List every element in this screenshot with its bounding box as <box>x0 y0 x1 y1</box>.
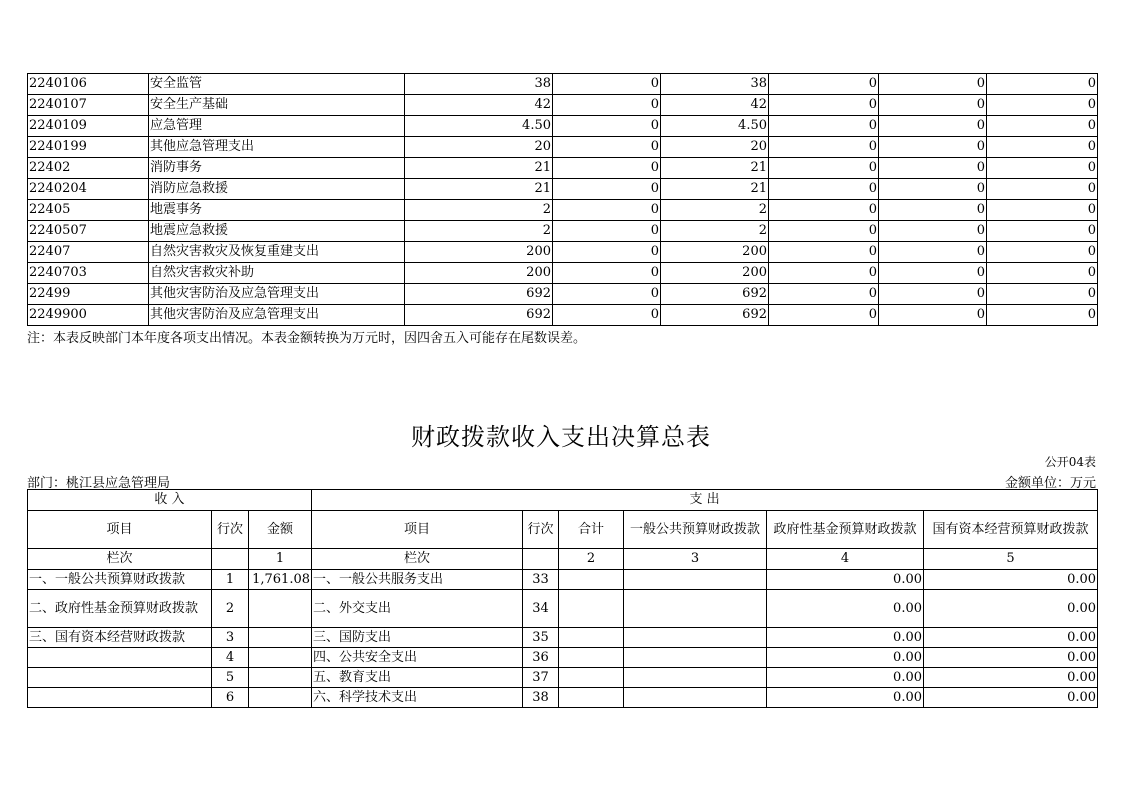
value-col5: 0 <box>879 242 987 263</box>
subject-name: 其他灾害防治及应急管理支出 <box>149 284 405 305</box>
subject-name: 消防应急救援 <box>149 179 405 200</box>
value-col6: 0 <box>987 137 1098 158</box>
col-number-1: 1 <box>249 549 312 570</box>
value-col4: 0 <box>769 305 879 326</box>
project-value: 21 <box>661 179 769 200</box>
subject-name: 其他应急管理支出 <box>149 137 405 158</box>
basic-value: 0 <box>553 305 661 326</box>
state-amount: 0.00 <box>924 628 1098 648</box>
total-value: 21 <box>405 158 553 179</box>
page-title: 财政拨款收入支出决算总表 <box>411 423 711 451</box>
table-row <box>28 179 1098 200</box>
value-col4: 0 <box>769 179 879 200</box>
project-value: 2 <box>661 200 769 221</box>
project-value: 200 <box>661 242 769 263</box>
income-lanci: 栏次 <box>28 549 212 570</box>
general-amount <box>624 628 767 648</box>
income-item-header: 项目 <box>28 511 212 549</box>
total-value: 692 <box>405 305 553 326</box>
income-item <box>28 668 212 688</box>
basic-value: 0 <box>553 284 661 305</box>
value-col6: 0 <box>987 284 1098 305</box>
col-number-2: 2 <box>559 549 624 570</box>
expense-item: 六、科学技术支出 <box>312 688 523 708</box>
income-item <box>28 648 212 668</box>
expense-item-header: 项目 <box>312 511 523 549</box>
income-amount: 1,761.08 <box>249 570 312 590</box>
table-row <box>28 137 1098 158</box>
total-value: 21 <box>405 179 553 200</box>
general-amount <box>624 590 767 628</box>
expense-line-header: 行次 <box>523 511 559 549</box>
amount-unit: 金额单位：万元 <box>1004 476 1096 491</box>
value-col6: 0 <box>987 158 1098 179</box>
income-line-no: 2 <box>212 590 249 628</box>
subject-name: 自然灾害救灾补助 <box>149 263 405 284</box>
department-label: 部门：桃江县应急管理局 <box>27 476 171 491</box>
value-col4: 0 <box>769 284 879 305</box>
project-value: 20 <box>661 137 769 158</box>
expense-line-no: 38 <box>523 688 559 708</box>
subject-code: 2240109 <box>28 116 149 137</box>
income-line-no: 4 <box>212 648 249 668</box>
basic-value: 0 <box>553 179 661 200</box>
subject-code: 22499 <box>28 284 149 305</box>
total-amount <box>559 688 624 708</box>
project-value: 692 <box>661 284 769 305</box>
table-row <box>28 628 1098 648</box>
income-item: 一、一般公共预算财政拨款 <box>28 570 212 590</box>
state-amount: 0.00 <box>924 570 1098 590</box>
income-amount-header: 金额 <box>249 511 312 549</box>
table-row <box>28 74 1098 95</box>
table-row <box>28 158 1098 179</box>
income-item <box>28 688 212 708</box>
general-budget-header: 一般公共预算财政拨款 <box>624 511 767 549</box>
fund-amount: 0.00 <box>767 570 924 590</box>
subject-code: 22407 <box>28 242 149 263</box>
general-amount <box>624 570 767 590</box>
basic-value: 0 <box>553 263 661 284</box>
subject-code: 22405 <box>28 200 149 221</box>
total-amount <box>559 590 624 628</box>
value-col4: 0 <box>769 221 879 242</box>
basic-value: 0 <box>553 158 661 179</box>
expense-item: 二、外交支出 <box>312 590 523 628</box>
expense-line-no: 36 <box>523 648 559 668</box>
value-col5: 0 <box>879 221 987 242</box>
project-value: 21 <box>661 158 769 179</box>
expense-item: 一、一般公共服务支出 <box>312 570 523 590</box>
project-value: 692 <box>661 305 769 326</box>
value-col6: 0 <box>987 116 1098 137</box>
table-row <box>28 116 1098 137</box>
col-number-5: 5 <box>924 549 1098 570</box>
table-note: 注：本表反映部门本年度各项支出情况。本表金额转换为万元时，因四舍五入可能存在尾数误差。 <box>27 331 587 346</box>
general-amount <box>624 688 767 708</box>
project-value: 200 <box>661 263 769 284</box>
table-row <box>28 95 1098 116</box>
income-line-no: 1 <box>212 570 249 590</box>
table-row <box>28 590 1098 628</box>
value-col6: 0 <box>987 221 1098 242</box>
income-header: 收 入 <box>28 490 312 511</box>
income-amount <box>249 590 312 628</box>
value-col5: 0 <box>879 200 987 221</box>
total-value: 2 <box>405 200 553 221</box>
total-value: 200 <box>405 242 553 263</box>
value-col6: 0 <box>987 242 1098 263</box>
state-amount: 0.00 <box>924 648 1098 668</box>
total-value: 692 <box>405 284 553 305</box>
expense-item: 五、教育支出 <box>312 668 523 688</box>
subject-code: 2240199 <box>28 137 149 158</box>
table-row <box>28 284 1098 305</box>
expense-item: 四、公共安全支出 <box>312 648 523 668</box>
expense-line-no: 35 <box>523 628 559 648</box>
empty-cell <box>523 549 559 570</box>
subject-code: 2240703 <box>28 263 149 284</box>
expense-lanci: 栏次 <box>312 549 523 570</box>
total-value: 200 <box>405 263 553 284</box>
value-col6: 0 <box>987 263 1098 284</box>
value-col4: 0 <box>769 116 879 137</box>
value-col6: 0 <box>987 305 1098 326</box>
value-col5: 0 <box>879 158 987 179</box>
fund-amount: 0.00 <box>767 668 924 688</box>
subject-code: 2240507 <box>28 221 149 242</box>
table-row <box>28 242 1098 263</box>
value-col5: 0 <box>879 95 987 116</box>
income-amount <box>249 628 312 648</box>
value-col5: 0 <box>879 137 987 158</box>
header-row-columns <box>28 511 1098 549</box>
header-row-sections <box>28 490 1098 511</box>
expense-item: 三、国防支出 <box>312 628 523 648</box>
table-row <box>28 688 1098 708</box>
value-col4: 0 <box>769 158 879 179</box>
expense-header: 支 出 <box>312 490 1098 511</box>
basic-value: 0 <box>553 116 661 137</box>
total-amount <box>559 628 624 648</box>
subject-name: 地震应急救援 <box>149 221 405 242</box>
subject-name: 安全生产基础 <box>149 95 405 116</box>
expense-line-no: 33 <box>523 570 559 590</box>
value-col4: 0 <box>769 263 879 284</box>
income-amount <box>249 688 312 708</box>
subject-code: 2240107 <box>28 95 149 116</box>
table-row <box>28 570 1098 590</box>
value-col5: 0 <box>879 263 987 284</box>
table-row <box>28 221 1098 242</box>
income-line-no: 3 <box>212 628 249 648</box>
fund-amount: 0.00 <box>767 688 924 708</box>
basic-value: 0 <box>553 74 661 95</box>
subject-code: 2249900 <box>28 305 149 326</box>
total-amount <box>559 668 624 688</box>
subject-name: 其他灾害防治及应急管理支出 <box>149 305 405 326</box>
expense-line-no: 34 <box>523 590 559 628</box>
general-amount <box>624 648 767 668</box>
income-item: 三、国有资本经营财政拨款 <box>28 628 212 648</box>
basic-value: 0 <box>553 137 661 158</box>
value-col4: 0 <box>769 200 879 221</box>
fund-amount: 0.00 <box>767 590 924 628</box>
subject-name: 应急管理 <box>149 116 405 137</box>
value-col4: 0 <box>769 137 879 158</box>
state-capital-header: 国有资本经营预算财政拨款 <box>924 511 1098 549</box>
basic-value: 0 <box>553 242 661 263</box>
fiscal-summary-body <box>28 570 1098 708</box>
expenditure-table <box>27 73 1098 326</box>
total-amount <box>559 570 624 590</box>
project-value: 42 <box>661 95 769 116</box>
header-row-lanci <box>28 549 1098 570</box>
empty-cell <box>212 549 249 570</box>
income-line-header: 行次 <box>212 511 249 549</box>
subject-name: 安全监管 <box>149 74 405 95</box>
income-amount <box>249 648 312 668</box>
subject-code: 22402 <box>28 158 149 179</box>
income-item: 二、政府性基金预算财政拨款 <box>28 590 212 628</box>
value-col5: 0 <box>879 179 987 200</box>
col-number-3: 3 <box>624 549 767 570</box>
income-line-no: 6 <box>212 688 249 708</box>
total-value: 38 <box>405 74 553 95</box>
table-row <box>28 263 1098 284</box>
income-amount <box>249 668 312 688</box>
fund-budget-header: 政府性基金预算财政拨款 <box>767 511 924 549</box>
col-number-4: 4 <box>767 549 924 570</box>
value-col5: 0 <box>879 74 987 95</box>
expense-line-no: 37 <box>523 668 559 688</box>
table-row <box>28 305 1098 326</box>
table-row <box>28 648 1098 668</box>
subject-code: 2240106 <box>28 74 149 95</box>
basic-value: 0 <box>553 221 661 242</box>
state-amount: 0.00 <box>924 668 1098 688</box>
fund-amount: 0.00 <box>767 648 924 668</box>
total-value: 4.50 <box>405 116 553 137</box>
subject-name: 地震事务 <box>149 200 405 221</box>
total-value: 42 <box>405 95 553 116</box>
project-value: 2 <box>661 221 769 242</box>
subject-name: 自然灾害救灾及恢复重建支出 <box>149 242 405 263</box>
project-value: 38 <box>661 74 769 95</box>
total-value: 20 <box>405 137 553 158</box>
basic-value: 0 <box>553 95 661 116</box>
value-col6: 0 <box>987 74 1098 95</box>
value-col4: 0 <box>769 74 879 95</box>
subject-name: 消防事务 <box>149 158 405 179</box>
value-col6: 0 <box>987 179 1098 200</box>
income-line-no: 5 <box>212 668 249 688</box>
table-row <box>28 200 1098 221</box>
state-amount: 0.00 <box>924 590 1098 628</box>
value-col4: 0 <box>769 95 879 116</box>
total-amount <box>559 648 624 668</box>
total-header: 合计 <box>559 511 624 549</box>
subject-code: 2240204 <box>28 179 149 200</box>
project-value: 4.50 <box>661 116 769 137</box>
general-amount <box>624 668 767 688</box>
value-col4: 0 <box>769 242 879 263</box>
basic-value: 0 <box>553 200 661 221</box>
value-col5: 0 <box>879 116 987 137</box>
fiscal-summary-table <box>27 489 1098 708</box>
total-value: 2 <box>405 221 553 242</box>
expenditure-table-body <box>28 74 1098 326</box>
fund-amount: 0.00 <box>767 628 924 648</box>
table-row <box>28 668 1098 688</box>
value-col5: 0 <box>879 305 987 326</box>
value-col5: 0 <box>879 284 987 305</box>
form-number: 公开04表 <box>1044 455 1096 469</box>
value-col6: 0 <box>987 95 1098 116</box>
state-amount: 0.00 <box>924 688 1098 708</box>
value-col6: 0 <box>987 200 1098 221</box>
